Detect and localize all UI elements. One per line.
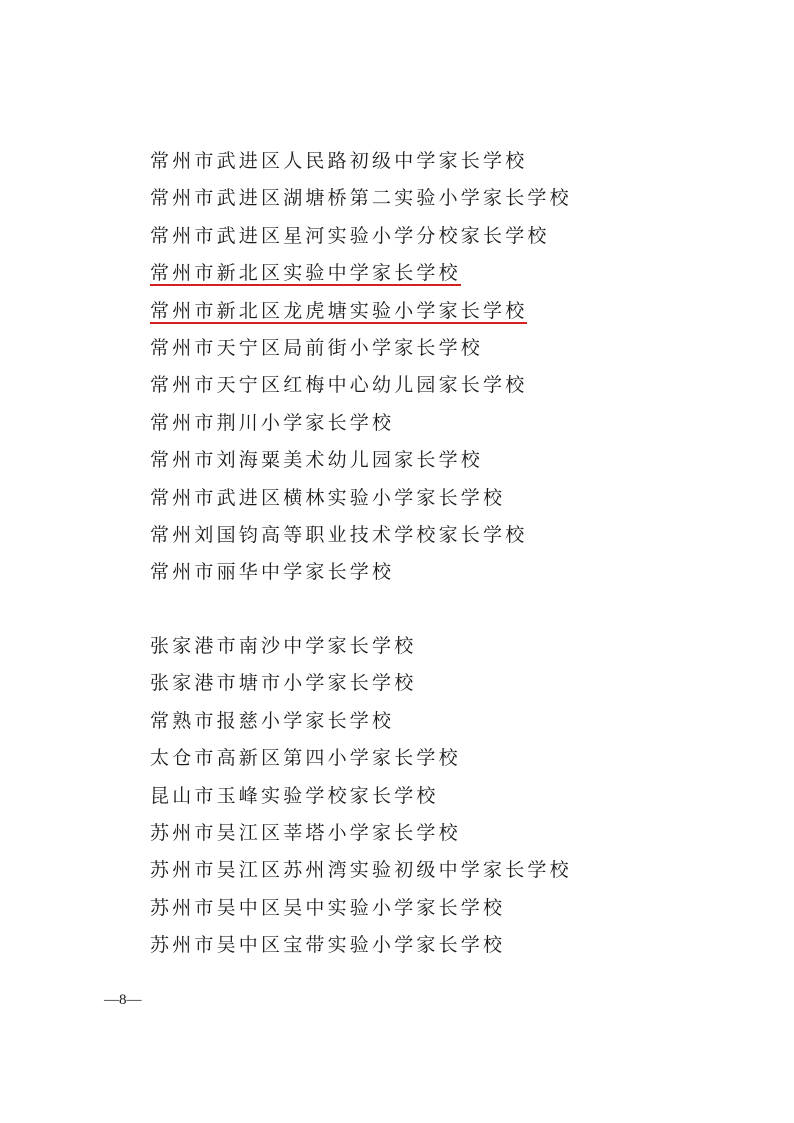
school-name: 常州市武进区湖塘桥第二实验小学家长学校 [150,187,572,210]
school-name: 常州市刘海粟美术幼儿园家长学校 [150,449,484,472]
list-item-underlined [150,293,572,330]
list-item [150,852,572,889]
school-name: 常熟市报慈小学家长学校 [150,709,395,732]
list-item [150,442,572,479]
list-item [150,703,572,740]
school-name: 苏州市吴中区吴中实验小学家长学校 [150,896,506,919]
school-name: 常州市天宁区红梅中心幼儿园家长学校 [150,374,528,397]
school-name: 常州市荆川小学家长学校 [150,411,395,434]
list-item [150,180,572,217]
list-item [150,778,572,815]
school-name: 常州市新北区龙虎塘实验小学家长学校 [150,299,528,322]
page-number: —8— [104,992,142,1008]
list-item [150,554,572,591]
list-item [150,890,572,927]
school-name: 张家港市塘市小学家长学校 [150,672,417,695]
list-item [150,665,572,702]
school-name: 苏州市吴江区莘塔小学家长学校 [150,821,461,844]
list-item-underlined [150,255,572,292]
school-list-suzhou [150,628,572,965]
school-name: 常州市武进区星河实验小学分校家长学校 [150,224,550,247]
school-name: 常州市武进区横林实验小学家长学校 [150,486,506,509]
school-name: 常州市天宁区局前街小学家长学校 [150,336,484,359]
list-item [150,517,572,554]
list-item [150,367,572,404]
list-item [150,815,572,852]
school-name: 常州市丽华中学家长学校 [150,561,395,584]
school-list-changzhou [150,143,572,592]
list-item [150,740,572,777]
list-item [150,405,572,442]
list-item [150,330,572,367]
school-name: 太仓市高新区第四小学家长学校 [150,747,461,770]
school-name: 常州刘国钧高等职业技术学校家长学校 [150,523,528,546]
list-item [150,927,572,964]
list-item [150,628,572,665]
school-name: 张家港市南沙中学家长学校 [150,635,417,657]
list-item [150,218,572,255]
school-name: 昆山市玉峰实验学校家长学校 [150,784,439,807]
school-name: 苏州市吴中区宝带实验小学家长学校 [150,934,506,957]
school-name: 苏州市吴江区苏州湾实验初级中学家长学校 [150,859,572,882]
list-item [150,480,572,517]
school-name: 常州市新北区实验中学家长学校 [150,262,461,285]
school-name: 常州市武进区人民路初级中学家长学校 [150,150,528,172]
list-item [150,143,572,180]
